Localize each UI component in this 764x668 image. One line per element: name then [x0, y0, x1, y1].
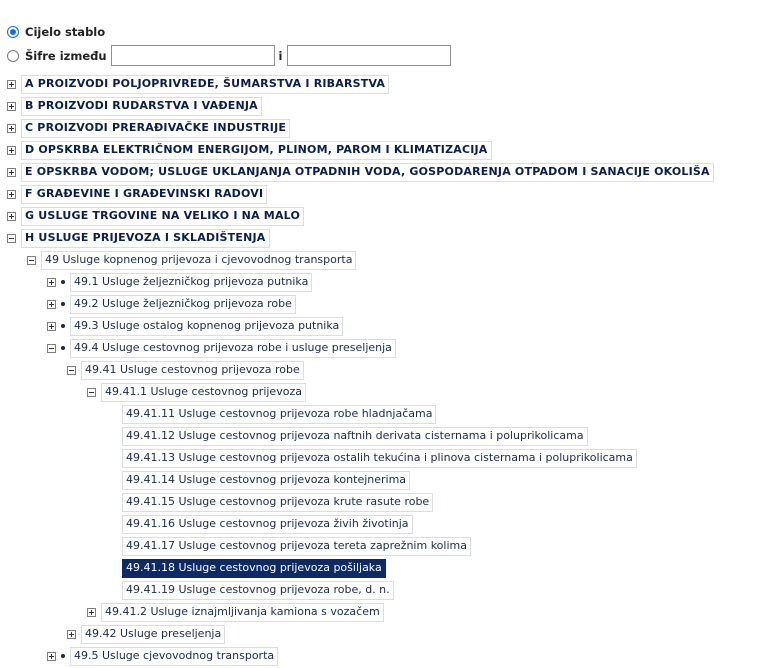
bullet-icon: [61, 302, 65, 306]
whole-tree-label: Cijelo stablo: [25, 25, 106, 39]
tree-leaf[interactable]: [122, 580, 394, 600]
bullet-icon: [61, 324, 65, 328]
tree-leaf[interactable]: [122, 492, 433, 512]
tree-node-label-selected[interactable]: 49.41.18 Usluge cestovnog prijevoza pošiljaka: [122, 559, 386, 578]
tree-node-label[interactable]: E OPSKRBA VODOM; USLUGE UKLANJANJA OTPADNIH VODA, GOSPODARENJA OTPADOM I SANACIJE OKOLIŠA: [21, 163, 714, 182]
code-to-input[interactable]: [287, 45, 451, 66]
collapse-icon[interactable]: [67, 366, 76, 375]
tree-node-49-42[interactable]: [67, 624, 225, 644]
collapse-icon[interactable]: [7, 234, 16, 243]
expand-icon[interactable]: [47, 652, 56, 661]
expand-icon[interactable]: [47, 278, 56, 287]
tree-node-label[interactable]: 49.41.16 Usluge cestovnog prijevoza živih životinja: [122, 515, 413, 534]
tree-node-label[interactable]: 49.41.13 Usluge cestovnog prijevoza ostalih tekućina i plinova cisternama i poluprikolicama: [122, 449, 637, 468]
tree-node-label[interactable]: 49.4 Usluge cestovnog prijevoza robe i usluge preseljenja: [70, 339, 396, 358]
codes-between-radio[interactable]: [7, 50, 19, 62]
tree-node-49[interactable]: [27, 250, 356, 270]
tree-node-label[interactable]: 49.2 Usluge željezničkog prijevoza robe: [70, 295, 296, 314]
tree-section-h[interactable]: [7, 228, 270, 248]
tree-leaf[interactable]: [122, 426, 588, 446]
tree-node-label[interactable]: C PROIZVODI PRERAĐIVAČKE INDUSTRIJE: [21, 119, 290, 138]
tree-node-label[interactable]: G USLUGE TRGOVINE NA VELIKO I NA MALO: [21, 207, 304, 226]
bullet-icon: [61, 654, 65, 658]
tree-node-label[interactable]: D OPSKRBA ELEKTRIČNOM ENERGIJOM, PLINOM, PAROM I KLIMATIZACIJA: [21, 141, 492, 160]
expand-icon[interactable]: [7, 102, 16, 111]
tree-node-label[interactable]: 49.41.1 Usluge cestovnog prijevoza: [101, 383, 306, 402]
tree-leaf[interactable]: [122, 448, 637, 468]
tree-node-label[interactable]: H USLUGE PRIJEVOZA I SKLADIŠTENJA: [21, 229, 270, 248]
tree-leaf[interactable]: [122, 514, 413, 534]
tree-node-label[interactable]: 49.41.12 Usluge cestovnog prijevoza naftnih derivata cisternama i poluprikolicama: [122, 427, 588, 446]
and-label: i: [278, 48, 283, 63]
expand-icon[interactable]: [7, 212, 16, 221]
expand-icon[interactable]: [7, 124, 16, 133]
tree-node-label[interactable]: F GRAĐEVINE I GRAĐEVINSKI RADOVI: [21, 185, 267, 204]
tree-node-label[interactable]: 49.41.17 Usluge cestovnog prijevoza tereta zaprežnim kolima: [122, 537, 471, 556]
whole-tree-radio[interactable]: [7, 26, 19, 38]
tree-node-label[interactable]: A PROIZVODI POLJOPRIVREDE, ŠUMARSTVA I RIBARSTVA: [21, 75, 389, 94]
code-from-input[interactable]: [111, 45, 275, 66]
collapse-icon[interactable]: [47, 344, 56, 353]
tree-node-label[interactable]: 49.1 Usluge željezničkog prijevoza putnika: [70, 273, 312, 292]
tree-leaf[interactable]: [122, 470, 410, 490]
tree-section-c[interactable]: [7, 118, 290, 138]
tree-node-label[interactable]: 49.3 Usluge ostalog kopnenog prijevoza putnika: [70, 317, 343, 336]
tree-section-f[interactable]: [7, 184, 267, 204]
tree-node-label[interactable]: 49.42 Usluge preseljenja: [81, 625, 225, 644]
codes-between-option[interactable]: [7, 45, 451, 66]
tree-section-e[interactable]: [7, 162, 714, 182]
expand-icon[interactable]: [87, 608, 96, 617]
tree-section-a[interactable]: [7, 74, 389, 94]
expand-icon[interactable]: [47, 322, 56, 331]
tree-node-label[interactable]: 49.41.14 Usluge cestovnog prijevoza kontejnerima: [122, 471, 410, 490]
collapse-icon[interactable]: [27, 256, 36, 265]
expand-icon[interactable]: [7, 190, 16, 199]
tree-leaf[interactable]: [122, 404, 436, 424]
bullet-icon: [61, 346, 65, 350]
expand-icon[interactable]: [47, 300, 56, 309]
tree-node-49-41-1[interactable]: [87, 382, 306, 402]
expand-icon[interactable]: [7, 80, 16, 89]
tree-section-g[interactable]: [7, 206, 304, 226]
tree-leaf[interactable]: [122, 536, 471, 556]
bullet-icon: [61, 280, 65, 284]
codes-between-label: Šifre između: [25, 48, 107, 63]
tree-node-label[interactable]: 49.5 Usluge cjevovodnog transporta: [70, 647, 278, 666]
tree-node-49-3[interactable]: [47, 316, 343, 336]
tree-node-label[interactable]: 49.41.2 Usluge iznajmljivanja kamiona s vozačem: [101, 603, 384, 622]
tree-node-label[interactable]: 49.41 Usluge cestovnog prijevoza robe: [81, 361, 304, 380]
tree-node-label[interactable]: B PROIZVODI RUDARSTVA I VAĐENJA: [21, 97, 262, 116]
tree-node-49-4[interactable]: [47, 338, 396, 358]
tree-node-49-41-2[interactable]: [87, 602, 384, 622]
collapse-icon[interactable]: [87, 388, 96, 397]
tree-leaf-selected[interactable]: [122, 558, 386, 578]
tree-node-49-41[interactable]: [67, 360, 304, 380]
whole-tree-option[interactable]: [7, 25, 105, 39]
expand-icon[interactable]: [7, 168, 16, 177]
tree-section-b[interactable]: [7, 96, 262, 116]
tree-node-label[interactable]: 49.41.15 Usluge cestovnog prijevoza krute rasute robe: [122, 493, 433, 512]
tree-node-label[interactable]: 49.41.19 Usluge cestovnog prijevoza robe, d. n.: [122, 581, 394, 600]
tree-section-d[interactable]: [7, 140, 492, 160]
tree-node-49-2[interactable]: [47, 294, 296, 314]
tree-node-49-5[interactable]: [47, 646, 278, 666]
tree-node-label[interactable]: 49.41.11 Usluge cestovnog prijevoza robe hladnjačama: [122, 405, 436, 424]
expand-icon[interactable]: [67, 630, 76, 639]
expand-icon[interactable]: [7, 146, 16, 155]
tree-node-49-1[interactable]: [47, 272, 312, 292]
tree-node-label[interactable]: 49 Usluge kopnenog prijevoza i cjevovodnog transporta: [41, 251, 356, 270]
